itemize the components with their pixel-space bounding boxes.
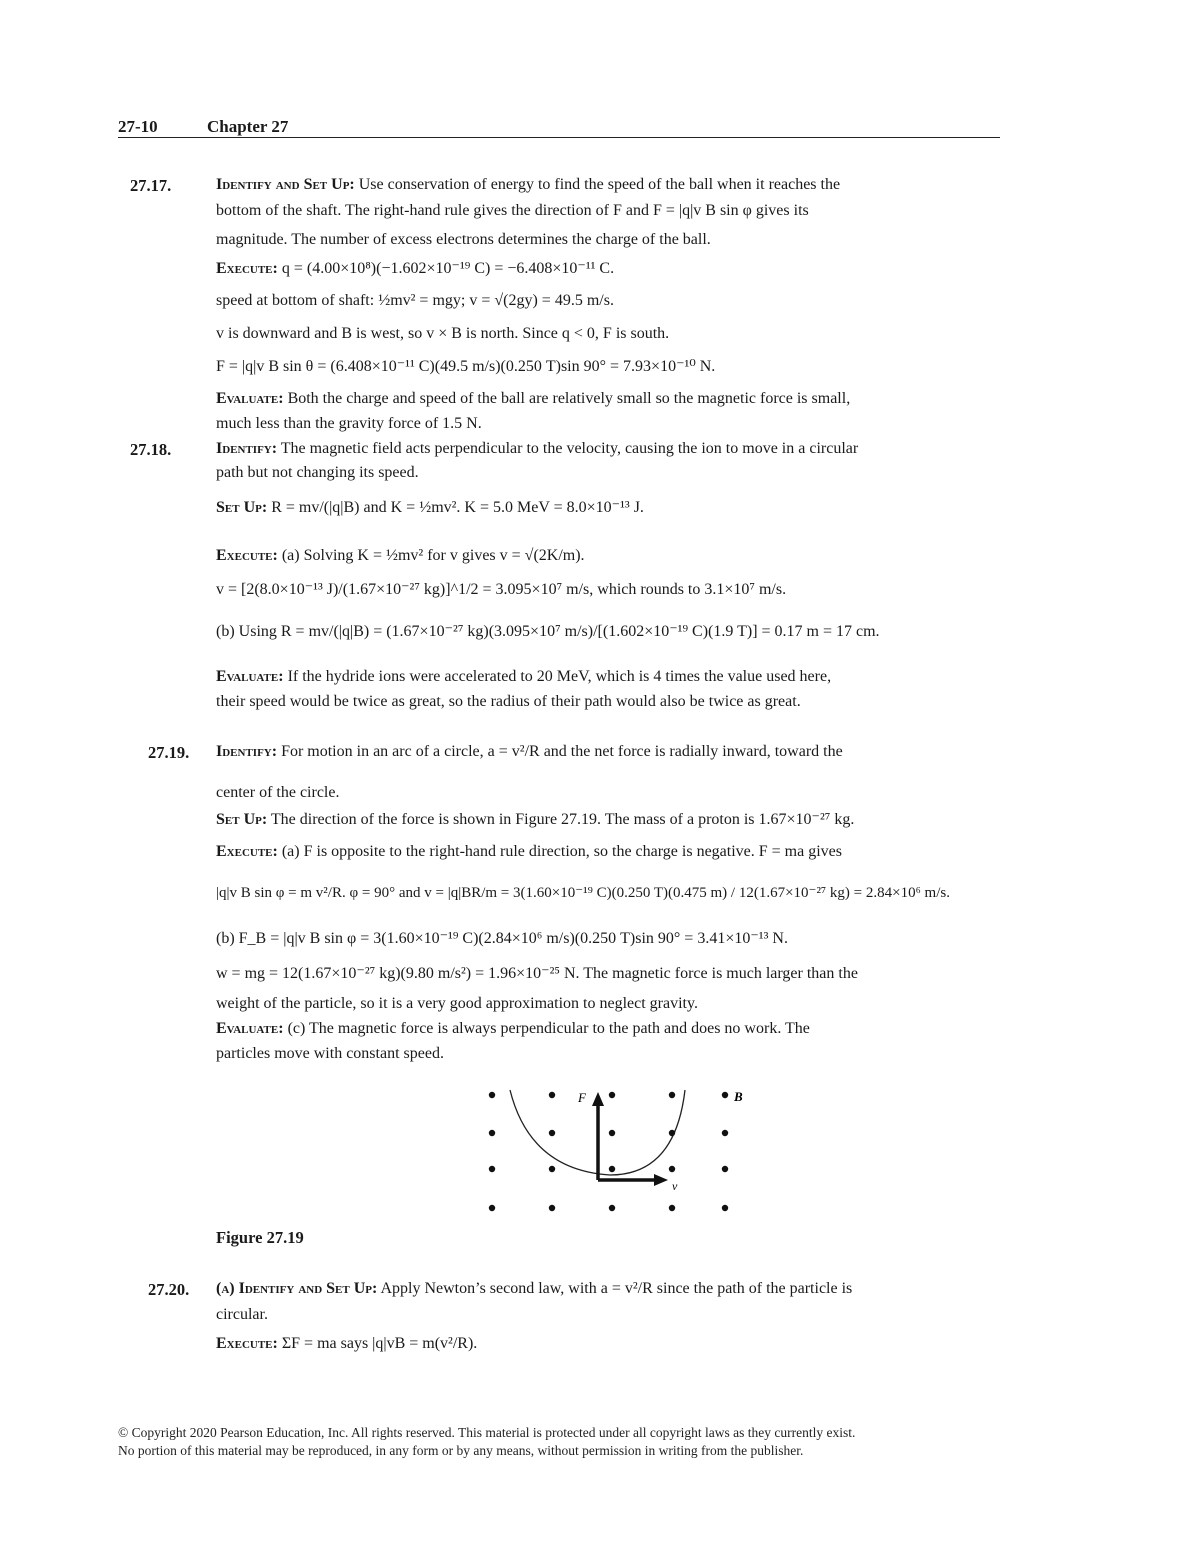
field-dot: [722, 1205, 728, 1211]
field-dot: [609, 1205, 615, 1211]
field-dot: [489, 1092, 495, 1098]
p19-execute-label: Execute:: [216, 843, 278, 860]
p19-line-3: [216, 810, 854, 830]
p18-line-1: [216, 439, 858, 459]
p20-execute-label: Execute:: [216, 1335, 278, 1352]
field-dot: [489, 1205, 495, 1211]
p19-setup-label: Set Up:: [216, 811, 268, 828]
p18-line-8: their speed would be twice as great, so the radius of their path would also be twice as great.: [216, 693, 801, 710]
p18-line-3: [216, 498, 644, 518]
field-label: B: [734, 1089, 743, 1104]
p20-identify-label: (a) Identify and Set Up:: [216, 1280, 378, 1297]
p17-line-8: [216, 389, 850, 409]
figure-27-19: [470, 1080, 750, 1225]
p18-line-6: (b) Using R = mv/(|q|B) = (1.67×10⁻²⁷ kg)(3.095×10⁷ m/s)/[(1.602×10⁻¹⁹ C)(1.9 T)] = 0.17 m = 17 cm.: [216, 623, 880, 640]
velocity-label: v: [672, 1179, 678, 1193]
p19-line-9: [216, 1019, 810, 1039]
p18-identify-label: Identify:: [216, 440, 278, 457]
velocity-arrow-head: [654, 1174, 668, 1186]
p17-evaluate-label: Evaluate:: [216, 390, 284, 407]
p18-line-4: [216, 546, 585, 566]
force-label: F: [578, 1090, 586, 1105]
field-dot: [609, 1166, 615, 1172]
p17-identify-label: Identify and Set Up:: [216, 176, 355, 193]
p17-line-6: v is downward and B is west, so v × B is north. Since q < 0, F is south.: [216, 325, 670, 342]
p20-line-1: [216, 1279, 852, 1299]
p19-line-2: center of the circle.: [216, 784, 340, 801]
chapter-title: Chapter 27: [207, 117, 289, 136]
p19-identify-label: Identify:: [216, 743, 278, 760]
field-dot: [669, 1166, 675, 1172]
p20-line-2: circular.: [216, 1306, 268, 1323]
p17-line-5: speed at bottom of shaft: ½mv² = mgy; v = √(2gy) = 49.5 m/s.: [216, 292, 614, 309]
force-arrow-head: [592, 1092, 604, 1106]
p17-line-9: much less than the gravity force of 1.5 N.: [216, 415, 482, 432]
field-dot: [549, 1205, 555, 1211]
p17-execute-label: Execute:: [216, 260, 278, 277]
p19-line-8: weight of the particle, so it is a very good approximation to neglect gravity.: [216, 995, 698, 1012]
field-dot: [669, 1092, 675, 1098]
field-dot: [489, 1166, 495, 1172]
field-dot: [722, 1166, 728, 1172]
p17-line-3: magnitude. The number of excess electrons determines the charge of the ball.: [216, 231, 711, 248]
p18-evaluate-label: Evaluate:: [216, 668, 284, 685]
p20-execute-text: ΣF = ma says |q|vB = m(v²/R).: [281, 1335, 478, 1352]
problem-number-27-18: 27.18.: [130, 440, 172, 459]
p18-execute-label: Execute:: [216, 547, 278, 564]
p19-line-10: particles move with constant speed.: [216, 1045, 444, 1062]
field-dot: [722, 1130, 728, 1136]
field-dot: [669, 1205, 675, 1211]
p17-line-7: F = |q|v B sin θ = (6.408×10⁻¹¹ C)(49.5 m/s)(0.250 T)sin 90° = 7.93×10⁻¹⁰ N.: [216, 358, 716, 375]
p18-identify-text: The magnetic field acts perpendicular to the velocity, causing the ion to move in a circular: [280, 440, 859, 457]
p17-line-1: [216, 175, 840, 195]
field-dot: [722, 1092, 728, 1098]
field-dot: [669, 1130, 675, 1136]
p17-execute-text: q = (4.00×10⁸)(−1.602×10⁻¹⁹ C) = −6.408×10⁻¹¹ C.: [281, 260, 615, 277]
p19-line-7: w = mg = 12(1.67×10⁻²⁷ kg)(9.80 m/s²) = 1.96×10⁻²⁵ N. The magnetic force is much larger than the: [216, 965, 858, 982]
p20-line-3: [216, 1334, 477, 1354]
p19-identify-text: For motion in an arc of a circle, a = v²/R and the net force is radially inward, toward the: [281, 743, 843, 760]
p19-execute-text: (a) F is opposite to the right-hand rule direction, so the charge is negative. F = ma gives: [281, 843, 842, 860]
p19-evaluate-text: (c) The magnetic force is always perpendicular to the path and does no work. The: [287, 1020, 810, 1037]
p17-evaluate-text: Both the charge and speed of the ball are relatively small so the magnetic force is small,: [287, 390, 851, 407]
p18-evaluate-text: If the hydride ions were accelerated to 20 MeV, which is 4 times the value used here,: [287, 668, 832, 685]
p19-line-5: |q|v B sin φ = m v²/R. φ = 90° and v = |q|BR/m = 3(1.60×10⁻¹⁹ C)(0.250 T)(0.475 m) / 12(1.67×10⁻²⁷ kg) = 2.84×10⁶ m/s.: [216, 885, 950, 901]
figure-caption: Figure 27.19: [216, 1228, 304, 1247]
p20-identify-text: Apply Newton’s second law, with a = v²/R since the path of the particle is: [380, 1280, 853, 1297]
p19-setup-text: The direction of the force is shown in Figure 27.19. The mass of a proton is 1.67×10⁻²⁷ kg.: [270, 811, 855, 828]
header-rule: [118, 137, 1000, 138]
field-dot: [549, 1130, 555, 1136]
p19-line-6: (b) F_B = |q|v B sin φ = 3(1.60×10⁻¹⁹ C)(2.84×10⁶ m/s)(0.250 T)sin 90° = 3.41×10⁻¹³ N.: [216, 930, 788, 947]
field-dot: [549, 1092, 555, 1098]
p19-line-1: [216, 742, 843, 762]
p18-setup-text: R = mv/(|q|B) and K = ½mv². K = 5.0 MeV = 8.0×10⁻¹³ J.: [271, 499, 644, 516]
copyright-line-1: © Copyright 2020 Pearson Education, Inc. All rights reserved. This material is protected under all copyright laws as they currently exist.: [118, 1425, 856, 1440]
p18-line-2: path but not changing its speed.: [216, 464, 419, 481]
p19-evaluate-label: Evaluate:: [216, 1020, 284, 1037]
p18-line-5: v = [2(8.0×10⁻¹³ J)/(1.67×10⁻²⁷ kg)]^1/2 = 3.095×10⁷ m/s, which rounds to 3.1×10⁷ m/s.: [216, 581, 787, 598]
copyright-line-2: No portion of this material may be reproduced, in any form or by any means, without permission in writing from the publisher.: [118, 1443, 804, 1458]
p19-line-4: [216, 842, 842, 862]
p18-setup-label: Set Up:: [216, 499, 268, 516]
field-dot: [489, 1130, 495, 1136]
p17-line-4: [216, 259, 614, 279]
p17-line-2: bottom of the shaft. The right-hand rule gives the direction of F and F = |q|v B sin φ gives its: [216, 202, 809, 219]
p17-identify-text: Use conservation of energy to find the speed of the ball when it reaches the: [358, 176, 841, 193]
problem-number-27-20: 27.20.: [148, 1280, 190, 1299]
page-number: 27-10: [118, 117, 158, 136]
field-dot: [609, 1092, 615, 1098]
field-dot: [549, 1166, 555, 1172]
p18-execute-text: (a) Solving K = ½mv² for v gives v = √(2K/m).: [281, 547, 585, 564]
p18-line-7: [216, 667, 831, 687]
problem-number-27-17: 27.17.: [130, 176, 172, 195]
field-dot: [609, 1130, 615, 1136]
problem-number-27-19: 27.19.: [148, 743, 190, 762]
